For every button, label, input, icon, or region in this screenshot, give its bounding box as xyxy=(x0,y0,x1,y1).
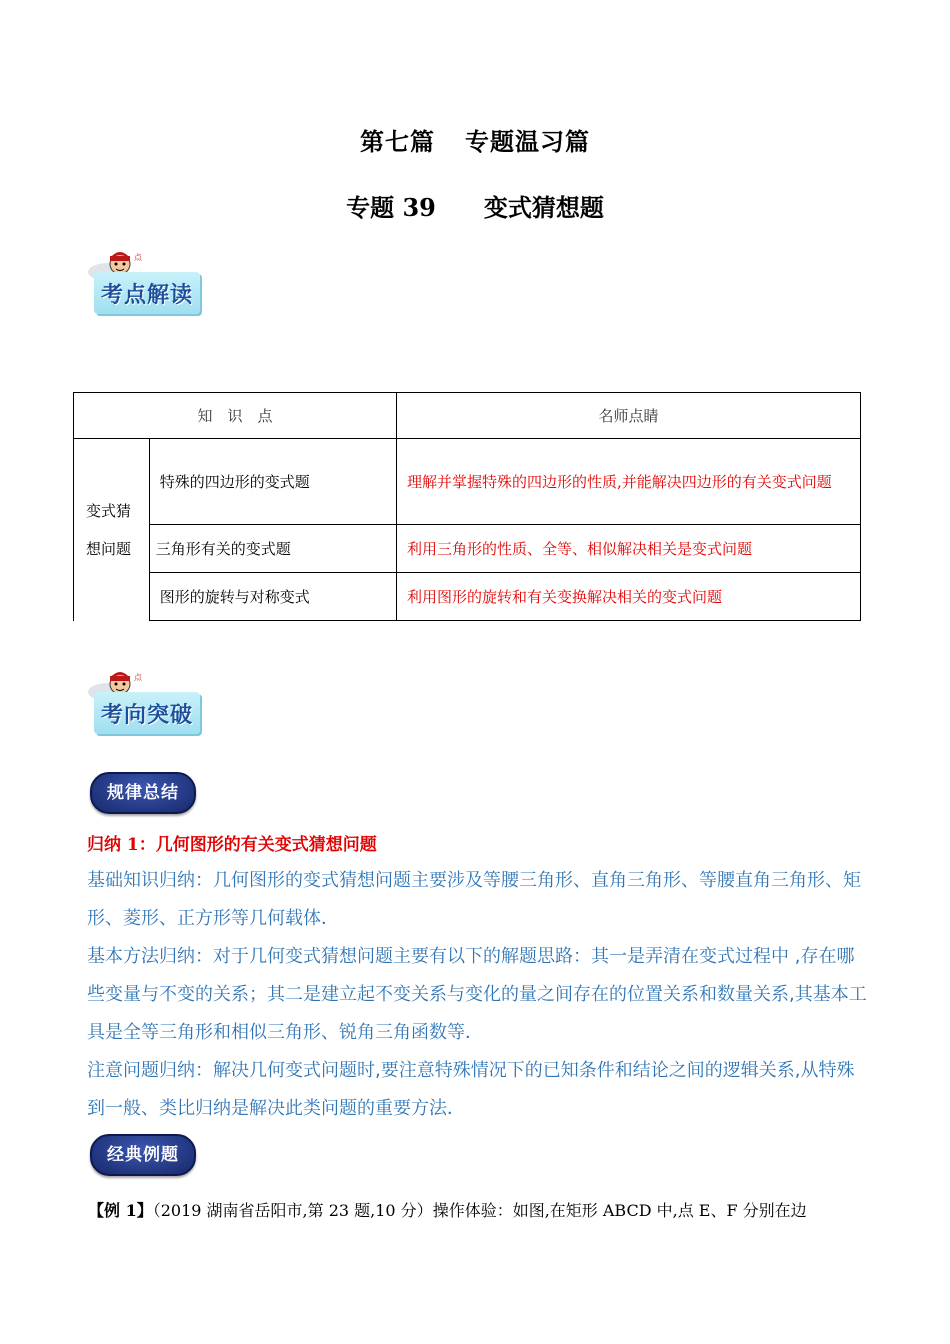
kaoxiang-label: 考向突破 xyxy=(100,702,193,728)
kaoxiang-badge xyxy=(84,670,204,742)
classic-example-pill xyxy=(90,1134,196,1176)
attention-paragraph: 注意问题归纳：解决几何变式问题时,要注意特殊情况下的已知条件和结论之间的逻辑关系,从特殊到一般、类比归纳是解决此类问题的重要方法． xyxy=(87,1060,855,1119)
basic-knowledge-paragraph: 基础知识归纳：几何图形的变式猜想问题主要涉及等腰三角形、直角三角形、等腰直角三角形、矩形、菱形、正方形等几何载体． xyxy=(87,870,861,929)
svg-text:点: 点 xyxy=(134,253,142,262)
classic-example-label: 经典例题 xyxy=(107,1145,179,1165)
tip-cell: 理解并掌握特殊的四边形的性质,并能解决四边形的有关变式问题 xyxy=(397,439,861,525)
summary-heading: 归纳 1：几何图形的有关变式猜想问题 xyxy=(87,835,377,855)
tip-cell: 利用三角形的性质、全等、相似解决相关是变式问题 xyxy=(397,525,861,573)
table-row xyxy=(74,525,861,573)
topic-cell: 三角形有关的变式题 xyxy=(149,525,396,573)
table-row xyxy=(74,573,861,621)
example-source: （2019 湖南省岳阳市,第 23 题,10 分） xyxy=(152,1201,433,1220)
part-title: 专题温习篇 xyxy=(465,127,590,156)
topic-cell: 图形的旋转与对称变式 xyxy=(149,573,396,621)
header-knowledge: 知 识 点 xyxy=(74,393,397,439)
example-label: 【例 1】 xyxy=(88,1201,153,1220)
header-teacher: 名师点睛 xyxy=(397,393,861,439)
topic-name: 变式猜想题 xyxy=(483,193,604,222)
kaodian-badge xyxy=(84,250,204,322)
topic-cell: 特殊的四边形的变式题 xyxy=(149,439,396,525)
part-label: 第七篇 xyxy=(360,127,435,156)
topic-title xyxy=(0,188,950,223)
rule-summary-label: 规律总结 xyxy=(107,783,179,803)
svg-text:点: 点 xyxy=(134,673,142,682)
table-row xyxy=(74,439,861,525)
knowledge-table xyxy=(73,392,861,621)
rule-summary-pill xyxy=(90,772,196,814)
category-cell: 变式猜想问题 xyxy=(74,439,150,621)
kaodian-plate xyxy=(94,272,200,314)
table-header-row xyxy=(74,393,861,439)
example-1 xyxy=(88,1198,807,1221)
kaodian-label: 考点解读 xyxy=(100,282,193,308)
topic-number: 专题 39 xyxy=(346,193,436,222)
tip-cell: 利用图形的旋转和有关变换解决相关的变式问题 xyxy=(397,573,861,621)
page-title xyxy=(0,122,950,157)
kaoxiang-plate xyxy=(94,692,200,734)
example-text: 操作体验：如图,在矩形 ABCD 中,点 E、F 分别在边 xyxy=(432,1201,807,1220)
basic-method-paragraph: 基本方法归纳：对于几何变式猜想问题主要有以下的解题思路：其一是弄清在变式过程中 ,存在哪些变量与不变的关系；其二是建立起不变关系与变化的量之间存在的位置关系和数量关系,其基本工具是全等三角形和相似三角形、锐角三角函数等． xyxy=(87,946,867,1043)
